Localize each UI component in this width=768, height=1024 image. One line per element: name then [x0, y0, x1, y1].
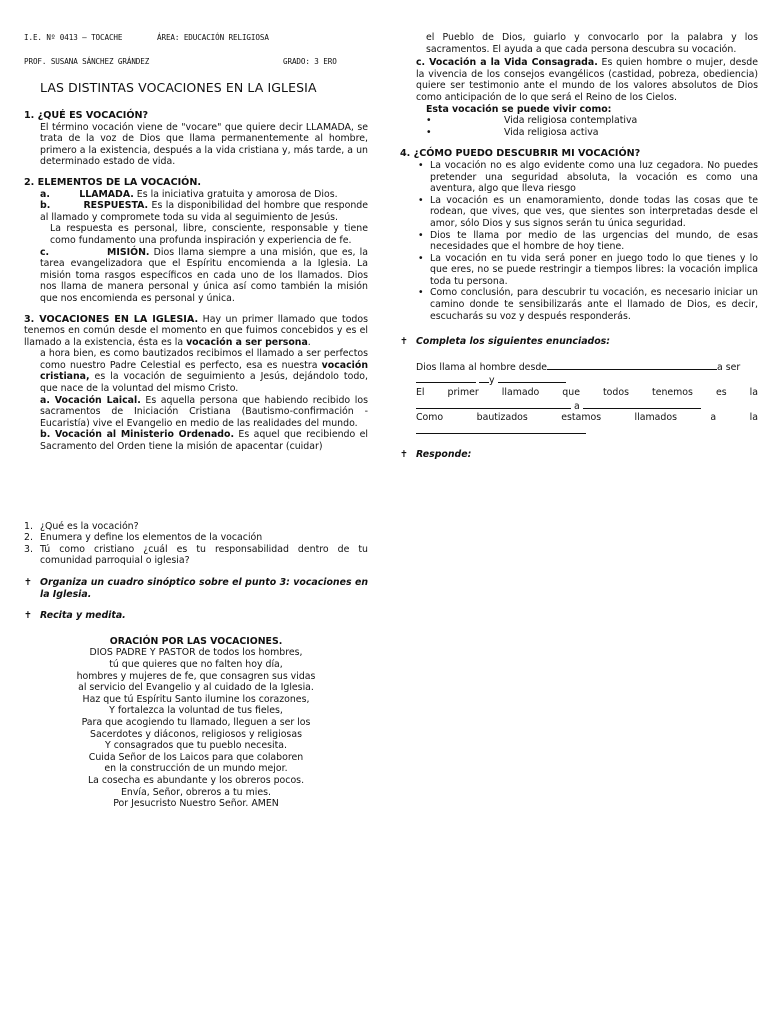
- element-mision-label: c. MISIÓN.: [40, 246, 150, 258]
- completa-line-1-c: y: [488, 375, 495, 387]
- section-4-items: [400, 160, 758, 322]
- section-4-item: • Como conclusión, para descubrir tu vocación, es necesario iniciar un camino donde te sensibilizarás ante el llamado de Dios, es decir, escucharás su voz y después responderás.: [412, 287, 758, 322]
- vocacion-consagrada-label: c. Vocación a la Vida Consagrada.: [416, 57, 598, 69]
- school-label: I.E. Nº 0413 – TOCACHE: [24, 33, 123, 42]
- element-respuesta-label: b. RESPUESTA.: [40, 200, 149, 212]
- completa-line-3: Como bautizados estamos llamados a la: [416, 412, 758, 424]
- prayer-line: DIOS PADRE Y PASTOR de todos los hombres,: [89, 647, 303, 659]
- prayer-line: Por Jesucristo Nuestro Señor. AMEN: [113, 798, 279, 810]
- prayer-line: Envía, Señor, obreros a tu mies.: [121, 786, 271, 798]
- completa-line-3b: [416, 424, 758, 438]
- element-llamada-label: a. LLAMADA.: [40, 188, 134, 200]
- vocacion-persona: vocación a ser persona: [186, 336, 308, 348]
- blank-3[interactable]: [479, 373, 489, 383]
- questions-list: [24, 521, 368, 567]
- section-4-item: • La vocación en tu vida será poner en juego todo lo que tienes y lo que eres, no se puede restringir a tiempos libres: la vocación implica toda tu persona.: [412, 253, 758, 288]
- organiza-instruction: [24, 577, 368, 600]
- vocacion-consagrada: [400, 57, 758, 103]
- prayer-line: Cuida Señor de los Laicos para que colaboren: [88, 751, 304, 763]
- section-3-p2: [24, 348, 368, 394]
- section-1-body: El término vocación viene de "vocare" que quiere decir LLAMADA, se trata de la voz de Dios que llama permanentemente al hombre, primero a la existencia, después a la vida cristiana y, más tarde, a un determinado estado de vida.: [40, 121, 368, 168]
- section-4: [400, 148, 758, 322]
- prayer-line: tú que quieres que no falten hoy día,: [109, 658, 283, 670]
- section-4-item: • La vocación no es algo evidente como una luz cegadora. No puedes pretender una seguridad absoluta, la vocación es como una aventura, algo que lleva riesgo: [412, 160, 758, 195]
- question-2-text: Enumera y define los elementos de la vocación: [40, 532, 263, 544]
- section-3-heading: 3. VOCACIONES EN LA IGLESIA.: [24, 313, 199, 325]
- completa-line-2: El primer llamado que todos tenemos es la: [416, 387, 758, 399]
- section-3-p2-a: a hora bien, es como bautizados recibimos el llamado a ser perfectos como nuestro Padre Celestial es perfecto, esa es nuestra: [40, 348, 368, 371]
- vocacion-consagrada-text: Es quien hombre o mujer, desde la vivencia de los consejos evangélicos (castidad, pobreza, obediencia) quiere ser testimonio ante el mundo de los valores absolutos de Dios como anticipación de lo que será el Reino de los Cielos.: [416, 57, 758, 103]
- section-3-intro: [24, 314, 368, 349]
- question-3: 3. Tú como cristiano ¿cuál es tu responsabilidad dentro de tu comunidad parroquial o iglesia?: [24, 543, 368, 567]
- vocacion-ordenado-label: b. Vocación al Ministerio Ordenado.: [40, 429, 235, 441]
- prayer-line: Sacerdotes y diáconos, religiosos y religiosas: [90, 728, 302, 740]
- prayer: [24, 636, 368, 810]
- responde-instruction: [400, 449, 758, 461]
- completa-line-1: [416, 360, 758, 374]
- section-4-item: • Dios te llama por medio de las urgencias del mundo, de esas necesidades que el hombre de hoy tiene.: [412, 230, 758, 253]
- completa-heading: ✝ Completa los siguientes enunciados:: [416, 336, 611, 348]
- consagrada-item-1-text: Vida religiosa contemplativa: [504, 115, 638, 127]
- blank-2[interactable]: [416, 373, 476, 383]
- teacher-label: PROF. SUSANA SÁNCHEZ GRÁNDEZ: [24, 57, 150, 66]
- section-2: [24, 177, 368, 305]
- page-title: LAS DISTINTAS VOCACIONES EN LA IGLESIA: [40, 80, 317, 95]
- section-4-item: • La vocación es un enamoramiento, donde todas las cosas que te rodean, que vives, que ves, que sientes son interpretadas desde el amor, sólo Dios y sus signos serán tu única seguridad.: [412, 195, 758, 230]
- vocacion-ordenado: [24, 429, 368, 452]
- section-3-intro-text: Hay un primer llamado que todos tenemos en común desde el momento en que fuimos concebidos y es el llamado a la existencia, ésta es la: [24, 313, 368, 348]
- prayer-line: Haz que tú Espíritu Santo ilumine los corazones,: [82, 693, 310, 705]
- element-respuesta-text-2: La respuesta es personal, libre, consciente, responsable y tiene como fundamento una profunda inspiración y experiencia de fe.: [50, 223, 368, 246]
- section-1-heading: 1. ¿QUÉ ES VOCACIÓN?: [24, 110, 149, 121]
- blank-7[interactable]: [416, 424, 586, 434]
- completa-line-2b: [416, 399, 758, 413]
- blank-6[interactable]: [583, 399, 701, 409]
- blank-1[interactable]: [547, 360, 717, 370]
- consagrada-item-2: [420, 127, 758, 139]
- completa-line-1b: [416, 373, 758, 387]
- question-1: 1. ¿Qué es la vocación?: [24, 520, 139, 532]
- prayer-line: al servicio del Evangelio y al cuidado de la Iglesia.: [78, 682, 314, 694]
- section-3: [24, 314, 368, 453]
- vocacion-laical: [24, 395, 368, 430]
- recita-instruction: [24, 610, 368, 622]
- question-1-text: ¿Qué es la vocación?: [40, 520, 139, 532]
- section-1: [24, 110, 368, 168]
- right-column: [400, 32, 758, 461]
- consagrada-item-1: [420, 115, 758, 127]
- left-column: [24, 110, 368, 810]
- completa-line-1-b: a ser: [717, 361, 741, 373]
- section-2-heading: 2. ELEMENTOS DE LA VOCACIÓN.: [24, 176, 202, 188]
- prayer-line: Y consagrados que tu pueblo necesita.: [105, 740, 287, 752]
- prayer-line: hombres y mujeres de fe, que consagren sus vidas: [76, 670, 316, 682]
- prayer-title: ORACIÓN POR LAS VOCACIONES.: [109, 635, 283, 647]
- question-3-text: Tú como cristiano ¿cuál es tu responsabilidad dentro de tu comunidad parroquial o iglesia?: [40, 543, 368, 567]
- prayer-lines: [24, 647, 368, 809]
- recita-text: ✝ Recita y medita.: [40, 610, 126, 622]
- grade-label: GRADO: 3 ERO: [283, 57, 337, 66]
- consagrada-item-2-text: Vida religiosa activa: [504, 126, 599, 138]
- responde-heading: ✝ Responde:: [416, 449, 472, 461]
- section-4-heading: 4. ¿CÓMO PUEDO DESCUBRIR MI VOCACIÓN?: [400, 148, 641, 160]
- element-llamada: [24, 189, 368, 201]
- question-2: 2. Enumera y define los elementos de la vocación: [24, 532, 263, 544]
- element-mision-text: Dios llama siempre a una misión, que es, la tarea evangelizadora que el Espíritu encomienda a la Iglesia. La misión toma rasgos específicos en cada uno de los llamados. Dios nos llama de manera personal y única así como también la misión que nos encomienda es personal y única.: [40, 246, 368, 304]
- element-respuesta-text: Es la disponibilidad del hombre que responde al llamado y compromete toda su vida al seguimiento de Jesús.: [40, 200, 368, 223]
- section-3-intro-end: .: [307, 336, 311, 348]
- section-3-p2-b: es la vocación de seguimiento a Jesús, dejándolo todo, que nace de la voluntad del mismo Cristo.: [40, 371, 368, 395]
- vocacion-ordenado-continued: el Pueblo de Dios, guiarlo y convocarlo por la palabra y los sacramentos. El ayuda a que cada persona descubra su vocación.: [426, 32, 758, 55]
- completa-instruction: [400, 336, 758, 348]
- vocacion-cristiana: vocación cristiana,: [40, 359, 368, 383]
- vocacion-consagrada-sub: Esta vocación se puede vivir como:: [426, 103, 612, 115]
- prayer-line: La cosecha es abundante y los obreros pocos.: [87, 774, 305, 786]
- blank-5[interactable]: [416, 399, 571, 409]
- element-mision: [24, 247, 368, 305]
- area-label: ÁREA: EDUCACIÓN RELIGIOSA: [157, 33, 269, 42]
- completa-exercise: [400, 360, 758, 438]
- prayer-line: Y fortalezca la voluntad de tus fieles,: [109, 705, 283, 717]
- vocacion-laical-text: Es aquella persona que habiendo recibido los sacramentos de Iniciación Cristiana (Bautismo-confirmación - Eucaristía) vive el Evangelio en medio de las realidades del mundo.: [40, 394, 368, 429]
- prayer-line: Para que acogiendo tu llamado, lleguen a ser los: [81, 716, 311, 728]
- element-respuesta: [24, 200, 368, 223]
- element-llamada-text: Es la iniciativa gratuita y amorosa de Dios.: [133, 188, 338, 200]
- completa-line-1-a: Dios llama al hombre desde: [416, 361, 548, 373]
- vocacion-laical-label: a. Vocación Laical.: [40, 394, 141, 406]
- completa-line-2-b: a: [573, 400, 580, 412]
- organiza-text: ✝ Organiza un cuadro sinóptico sobre el punto 3: vocaciones en la Iglesia.: [40, 577, 368, 600]
- section-3-continued: [400, 32, 758, 138]
- blank-4[interactable]: [498, 373, 566, 383]
- vocacion-ordenado-text: Es aquel que recibiendo el Sacramento del Orden tiene la misión de apacentar (cuidar): [40, 429, 368, 453]
- prayer-line: en la construcción de un mundo mejor.: [104, 763, 288, 775]
